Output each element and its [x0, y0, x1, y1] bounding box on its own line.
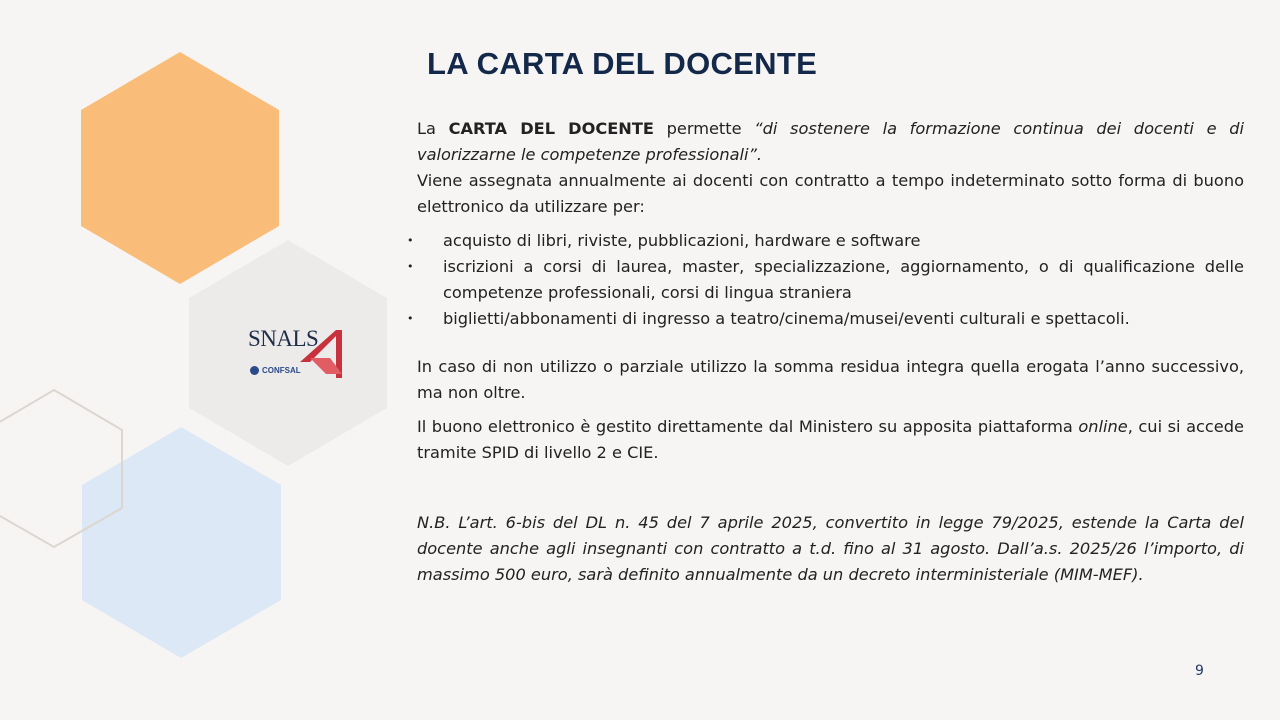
- residual-paragraph: In caso di non utilizzo o parziale utilizzo la somma residua integra quella erogata l’anno successivo, ma non oltre.: [417, 357, 1244, 402]
- list-item: • iscrizioni a corsi di laurea, master, specializzazione, aggiornamento, o di qualificazione delle competenze professionali, corsi di lingua straniera: [417, 254, 1244, 306]
- list-item: • acquisto di libri, riviste, pubblicazioni, hardware e software: [417, 228, 1244, 254]
- intro-text: La: [417, 119, 449, 138]
- note-paragraph: N.B. L’art. 6-bis del DL n. 45 del 7 aprile 2025, convertito in legge 79/2025, estende la Carta del docente anche agli insegnanti con contratto a t.d. fino al 31 agosto. Dall’a.s. 2025/26 l’importo, di massimo 500 euro, sarà definito annualmente da un decreto interministeriale (MIM-MEF).: [417, 513, 1244, 584]
- blue-hexagon: [82, 427, 281, 658]
- confsal-globe-icon: [250, 366, 259, 375]
- logo-brand-text: SNALS: [248, 326, 319, 351]
- usage-list: [417, 228, 1244, 332]
- logo-sub-text: CONFSAL: [262, 366, 301, 375]
- assignment-paragraph: Viene assegnata annualmente ai docenti con contratto a tempo indeterminato sotto forma di buono elettronico da utilizzare per:: [417, 171, 1244, 216]
- decorative-hexagons: [0, 0, 420, 720]
- platform-paragraph: [417, 414, 1244, 466]
- platform-text: Il buono elettronico è gestito direttamente dal Ministero su apposita piattaforma: [417, 417, 1079, 436]
- intro-paragraph: [417, 116, 1244, 168]
- grey-hexagon: [189, 240, 387, 466]
- orange-hexagon: [81, 52, 279, 284]
- platform-online-term: online: [1078, 417, 1128, 436]
- slide-body: [417, 116, 1244, 588]
- intro-bold-term: CARTA DEL DOCENTE: [448, 119, 654, 138]
- logo-mark-icon: [296, 328, 344, 380]
- intro-text: permette: [653, 119, 755, 138]
- list-item: • biglietti/abbonamenti di ingresso a teatro/cinema/musei/eventi culturali e spettacoli.: [417, 306, 1244, 332]
- intro-quote: “di sostenere la formazione continua dei docenti e di valorizzarne le competenze professionali”.: [417, 119, 1244, 164]
- page-number: 9: [1195, 663, 1204, 679]
- page-title: LA CARTA DEL DOCENTE: [427, 46, 818, 81]
- platform-text: , cui si accede tramite SPID di livello 2 e CIE.: [417, 417, 1244, 462]
